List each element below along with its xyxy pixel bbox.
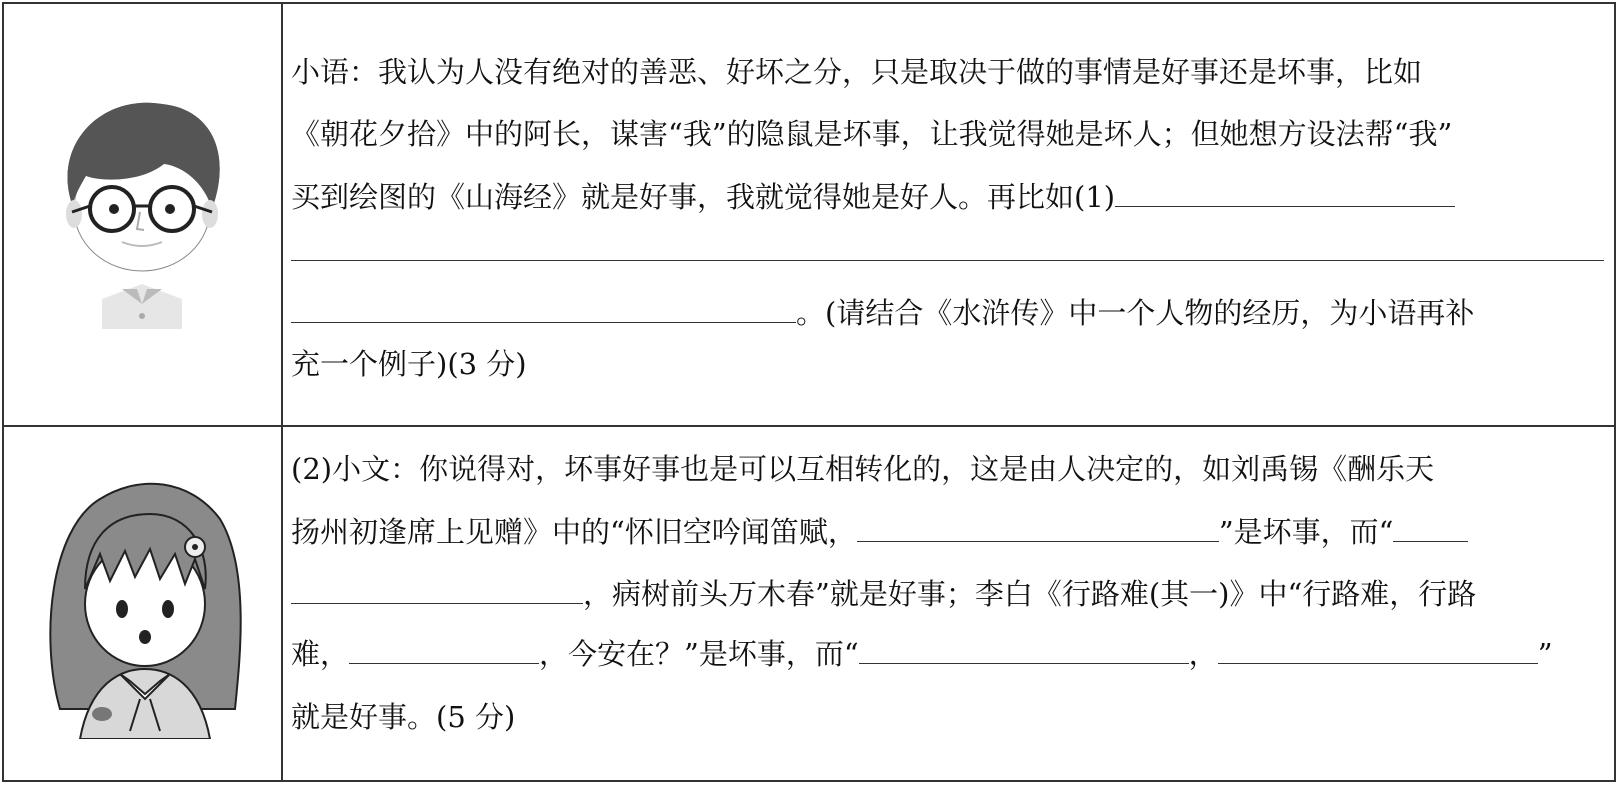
answer-blank-2f[interactable] bbox=[1218, 633, 1538, 664]
answer-blank-2b[interactable] bbox=[1393, 511, 1468, 542]
q2-line-4d: ” bbox=[1537, 637, 1553, 671]
answer-blank-2e[interactable] bbox=[859, 633, 1189, 664]
q1-line-5: 。(请结合《水浒传》中一个人物的经历，为小语再补 bbox=[796, 296, 1475, 330]
q2-line-1: (2)小文：你说得对，坏事好事也是可以互相转化的，这是由人决定的，如刘禹锡《酬乐天 bbox=[291, 452, 1435, 486]
q1-line-6: 充一个例子)(3 分) bbox=[291, 347, 527, 381]
q1-line-1: 小语：我认为人没有绝对的善恶、好坏之分，只是取决于做的事情是好事还是坏事，比如 bbox=[291, 55, 1423, 89]
question-row-2 bbox=[4, 427, 1614, 780]
q2-line-3-wrap bbox=[291, 573, 1604, 613]
question-1-text bbox=[283, 4, 1614, 425]
q1-line-2: 《朝花夕拾》中的阿长，谋害“我”的隐鼠是坏事，让我觉得她是坏人；但她想方设法帮“我” bbox=[291, 117, 1453, 151]
q1-line-3: 买到绘图的《山海经》就是好事，我就觉得她是好人。再比如(1) bbox=[291, 180, 1116, 214]
q2-line-4-wrap bbox=[291, 633, 1604, 673]
answer-blank-1c[interactable] bbox=[291, 292, 796, 323]
q1-line-5-wrap bbox=[291, 292, 1604, 332]
answer-blank-1a[interactable] bbox=[1115, 176, 1455, 207]
q2-line-2-wrap bbox=[291, 511, 1604, 551]
q2-line-2a: 扬州初逢席上见赠》中的“怀旧空吟闻笛赋， bbox=[291, 515, 857, 549]
q2-line-2b: ”是坏事，而“ bbox=[1218, 515, 1394, 549]
q1-line-3-wrap bbox=[291, 176, 1604, 216]
avatar-cell-boy bbox=[4, 4, 283, 425]
girl-avatar-icon bbox=[40, 469, 250, 739]
answer-blank-2c[interactable] bbox=[291, 573, 583, 604]
q2-line-5: 就是好事。(5 分) bbox=[291, 700, 516, 734]
answer-blank-2d[interactable] bbox=[349, 633, 539, 664]
q2-line-4b: ，今安在？”是坏事，而“ bbox=[539, 637, 859, 671]
q2-line-4c: ， bbox=[1188, 637, 1218, 671]
answer-blank-2a[interactable] bbox=[857, 511, 1219, 542]
question-2-text bbox=[283, 427, 1614, 780]
question-row-1 bbox=[4, 4, 1614, 427]
boy-avatar-icon bbox=[42, 84, 242, 344]
q2-line-4a: 难， bbox=[291, 637, 350, 671]
answer-blank-1b[interactable] bbox=[291, 260, 1604, 261]
avatar-cell-girl bbox=[4, 427, 283, 780]
question-table bbox=[2, 2, 1616, 782]
q2-line-3: ，病树前头万木春”就是好事；李白《行路难(其一)》中“行路难，行路 bbox=[583, 577, 1477, 611]
